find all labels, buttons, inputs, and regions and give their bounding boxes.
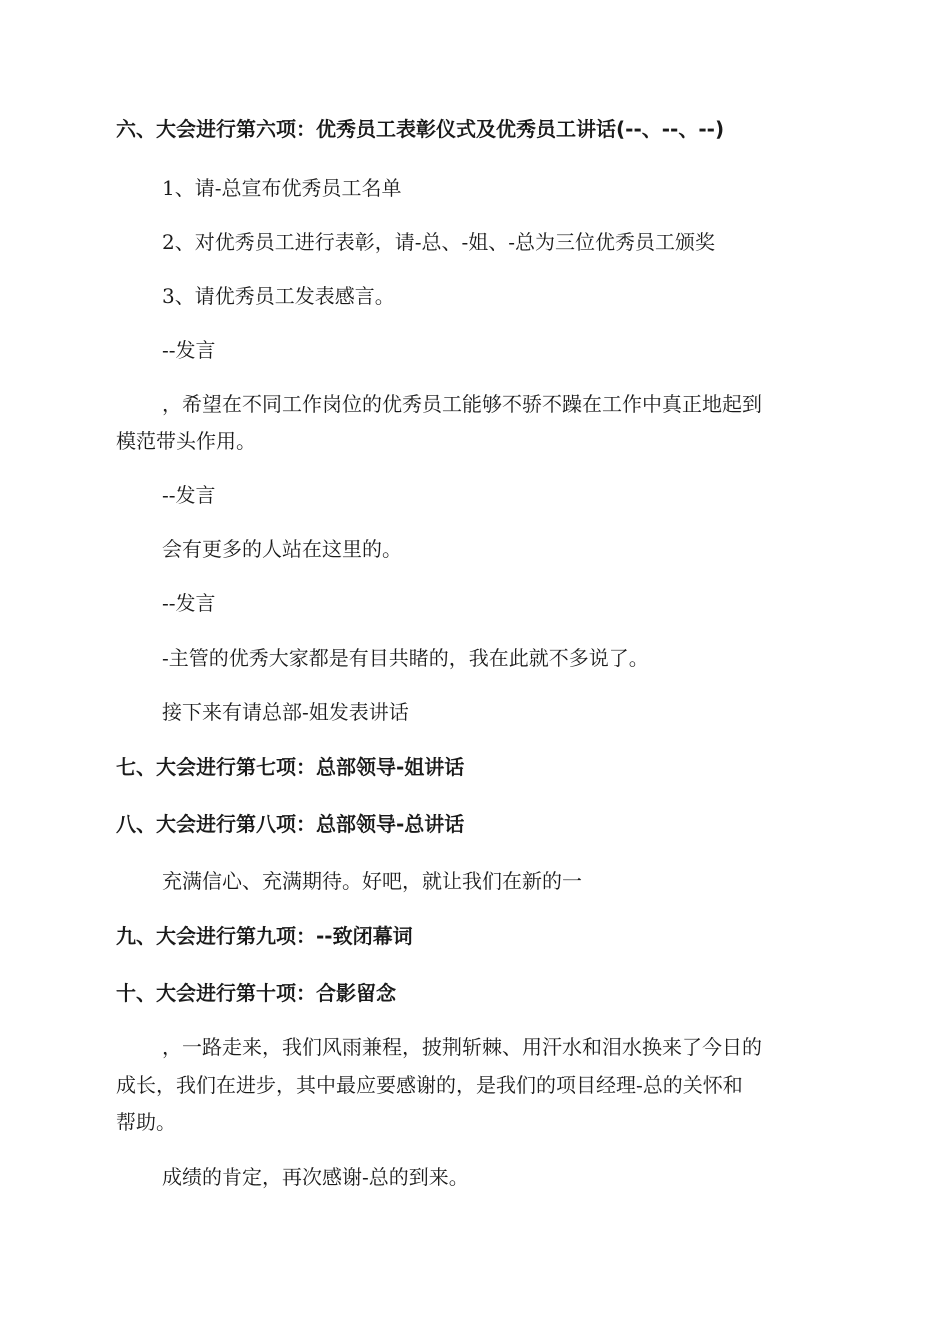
transition-text: 接下来有请总部-姐发表讲话: [162, 700, 409, 724]
speech-2-text: 会有更多的人站在这里的。: [162, 537, 402, 561]
section-8-text: 充满信心、充满期待。好吧，就让我们在新的一: [162, 869, 582, 893]
speech-3-text: -主管的优秀大家都是有目共睹的，我在此就不多说了。: [162, 646, 649, 670]
section-6-item-3: 3、请优秀员工发表感言。: [162, 284, 395, 308]
speech-3-label: --发言: [162, 591, 216, 615]
section-6-item-1: 1、请-总宣布优秀员工名单: [162, 176, 402, 200]
section-10-para-1-line-1: ，一路走来，我们风雨兼程，披荆斩棘、用汗水和泪水换来了今日的: [162, 1035, 762, 1059]
section-10-heading: 十、大会进行第十项：合影留念: [116, 981, 396, 1005]
section-10-para-2: 成绩的肯定，再次感谢-总的到来。: [162, 1165, 469, 1189]
section-10-para-1-line-2: 成长，我们在进步，其中最应要感谢的，是我们的项目经理-总的关怀和: [116, 1073, 743, 1097]
section-6-heading: 六、大会进行第六项：优秀员工表彰仪式及优秀员工讲话(--、--、--): [116, 117, 725, 141]
speech-1-line-1: ，希望在不同工作岗位的优秀员工能够不骄不躁在工作中真正地起到: [162, 392, 762, 416]
section-9-heading: 九、大会进行第九项：--致闭幕词: [116, 924, 413, 948]
section-8-heading: 八、大会进行第八项：总部领导-总讲话: [116, 812, 465, 836]
section-6-item-2: 2、对优秀员工进行表彰，请-总、-姐、-总为三位优秀员工颁奖: [162, 230, 715, 254]
section-10-para-1-line-3: 帮助。: [116, 1110, 176, 1134]
speech-1-line-2: 模范带头作用。: [116, 429, 256, 453]
speech-1-label: --发言: [162, 338, 216, 362]
section-7-heading: 七、大会进行第七项：总部领导-姐讲话: [116, 755, 465, 779]
speech-2-label: --发言: [162, 483, 216, 507]
